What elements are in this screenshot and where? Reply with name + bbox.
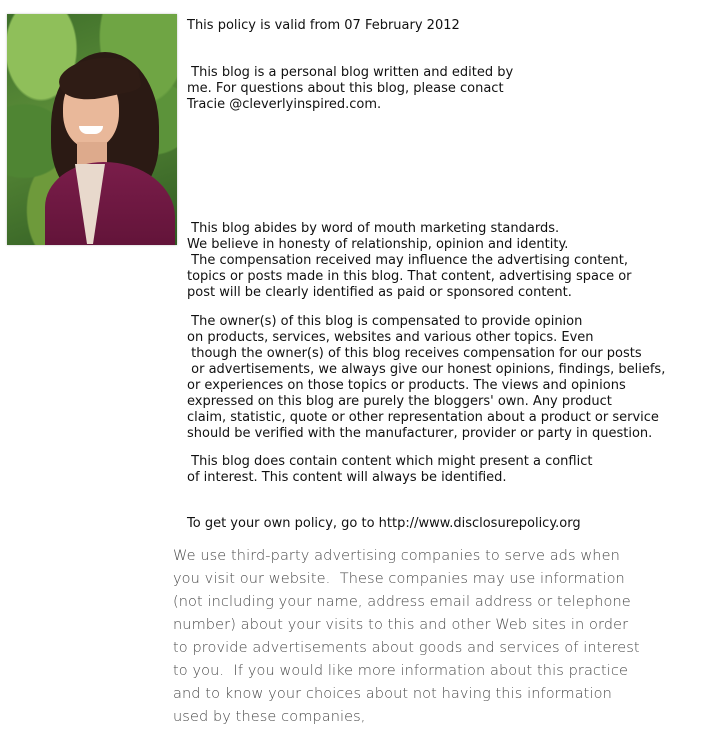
womm-line: post will be clearly identified as paid or sponsored content. bbox=[187, 285, 572, 300]
intro-line: This blog is a personal blog written and edited by bbox=[187, 65, 514, 80]
owner-line: expressed on this blog are purely the bloggers' own. Any product bbox=[187, 394, 612, 409]
intro-line: me. For questions about this blog, please conact bbox=[187, 81, 504, 96]
ads-line: and to know your choices about not having this information bbox=[173, 686, 612, 702]
womm-paragraph bbox=[187, 221, 632, 301]
owner-line: though the owner(s) of this blog receives compensation for our posts bbox=[187, 346, 642, 361]
policy-validity: This policy is valid from 07 February 2012 bbox=[187, 18, 460, 33]
conflict-line: This blog does contain content which might present a conflict bbox=[187, 454, 593, 469]
ads-line: to provide advertisements about goods and services of interest bbox=[173, 640, 640, 656]
womm-line: We believe in honesty of relationship, opinion and identity. bbox=[187, 237, 569, 252]
owner-line: or experiences on those topics or products. The views and opinions bbox=[187, 378, 626, 393]
ads-line: (not including your name, address email address or telephone bbox=[173, 594, 631, 610]
conflict-line: of interest. This content will always be identified. bbox=[187, 470, 507, 485]
get-policy-line: To get your own policy, go to http://www.disclosurepolicy.org bbox=[187, 516, 581, 531]
ads-line: used by these companies, bbox=[173, 709, 366, 725]
womm-line: topics or posts made in this blog. That content, advertising space or bbox=[187, 269, 632, 284]
ads-line: you visit our website. These companies may use information bbox=[173, 571, 625, 587]
intro-line: Tracie @cleverlyinspired.com. bbox=[187, 97, 382, 112]
owner-line: should be verified with the manufacturer, provider or party in question. bbox=[187, 426, 653, 441]
ads-line: number) about your visits to this and other Web sites in order bbox=[173, 617, 629, 633]
photo-jacket bbox=[45, 162, 175, 245]
womm-line: The compensation received may influence the advertising content, bbox=[187, 253, 628, 268]
ads-line: We use third-party advertising companies to serve ads when bbox=[173, 548, 620, 564]
conflict-paragraph bbox=[187, 454, 592, 486]
owner-line: The owner(s) of this blog is compensated to provide opinion bbox=[187, 314, 583, 329]
intro-paragraph bbox=[187, 65, 513, 113]
ads-line: to you. If you would like more information about this practice bbox=[173, 663, 629, 679]
owner-paragraph bbox=[187, 314, 665, 442]
owner-line: or advertisements, we always give our honest opinions, findings, beliefs, bbox=[187, 362, 666, 377]
owner-line: claim, statistic, quote or other representation about a product or service bbox=[187, 410, 659, 425]
owner-line: on products, services, websites and various other topics. Even bbox=[187, 330, 594, 345]
ads-notice-paragraph bbox=[173, 545, 640, 729]
author-photo bbox=[7, 14, 177, 245]
womm-line: This blog abides by word of mouth marketing standards. bbox=[187, 221, 560, 236]
